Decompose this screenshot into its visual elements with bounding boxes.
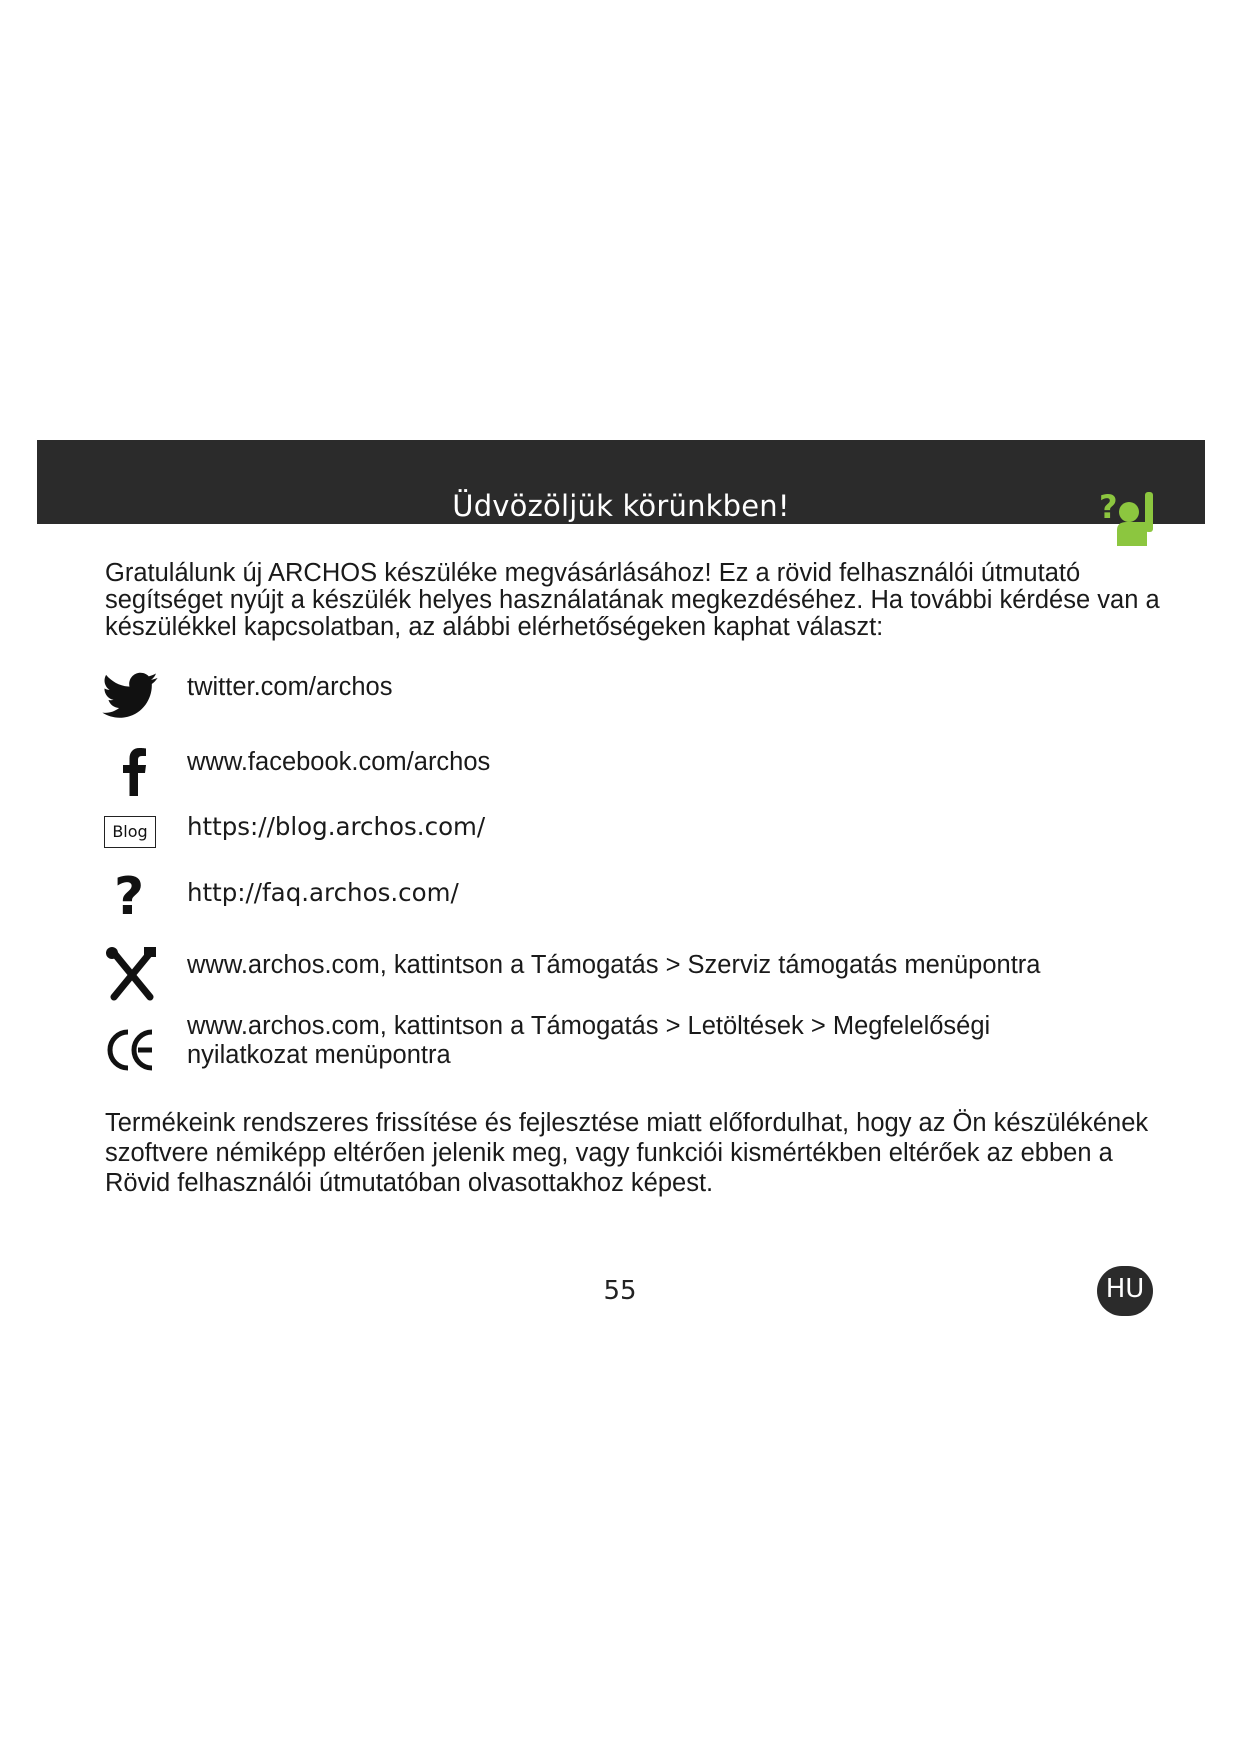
contact-facebook-text[interactable]: www.facebook.com/archos — [187, 748, 491, 776]
page-title: Üdvözöljük körünkben! — [452, 489, 790, 523]
outro-paragraph: Termékeink rendszeres frissítése és fejlesztése miatt előfordulhat, hogy az Ön készülékének szoftvere némiképp eltérően jelenik meg, vagy funkciói kismértékben eltérőek az ebben a Rövid felhasználói útmutatóban olvasottakhoz képest. — [105, 1109, 1149, 1197]
contact-facebook — [100, 740, 1180, 800]
contact-blog — [100, 810, 1180, 870]
ce-icon — [100, 1020, 170, 1080]
twitter-icon — [100, 665, 170, 725]
contact-faq-text[interactable]: http://faq.archos.com/ — [187, 878, 459, 907]
contact-blog-text[interactable]: https://blog.archos.com/ — [187, 812, 486, 841]
svg-text:?: ? — [1099, 488, 1118, 526]
svg-text:?: ? — [114, 868, 145, 927]
contact-twitter-text[interactable]: twitter.com/archos — [187, 673, 393, 701]
header-bar — [37, 440, 1205, 524]
intro-paragraph: Gratulálunk új ARCHOS készüléke megvásárlásához! Ez a rövid felhasználói útmutató segítséget nyújt a készülék helyes használatának megkezdéséhez. Ha további kérdése van a készülékkel kapcsolatban, az alábbi elérhetőségeken kaphat választ: — [105, 559, 1160, 641]
contact-faq — [100, 868, 1180, 928]
help-person-icon — [1097, 488, 1161, 548]
contact-service — [100, 945, 1180, 1005]
question-icon — [100, 868, 170, 928]
contact-ce — [100, 1010, 1180, 1080]
contact-twitter — [100, 665, 1180, 725]
contact-service-text[interactable]: www.archos.com, kattintson a Támogatás > Szerviz támogatás menüpontra — [187, 951, 1041, 979]
tools-icon — [100, 945, 170, 1005]
facebook-icon — [100, 740, 170, 800]
page-number: 55 — [603, 1276, 637, 1306]
contact-ce-text-line1[interactable]: www.archos.com, kattintson a Támogatás > Letöltések > Megfelelőségi — [187, 1012, 991, 1040]
contact-ce-text-line2: nyilatkozat menüpontra — [187, 1041, 451, 1069]
language-badge: HU — [1097, 1266, 1153, 1316]
blog-icon: Blog — [104, 816, 156, 848]
